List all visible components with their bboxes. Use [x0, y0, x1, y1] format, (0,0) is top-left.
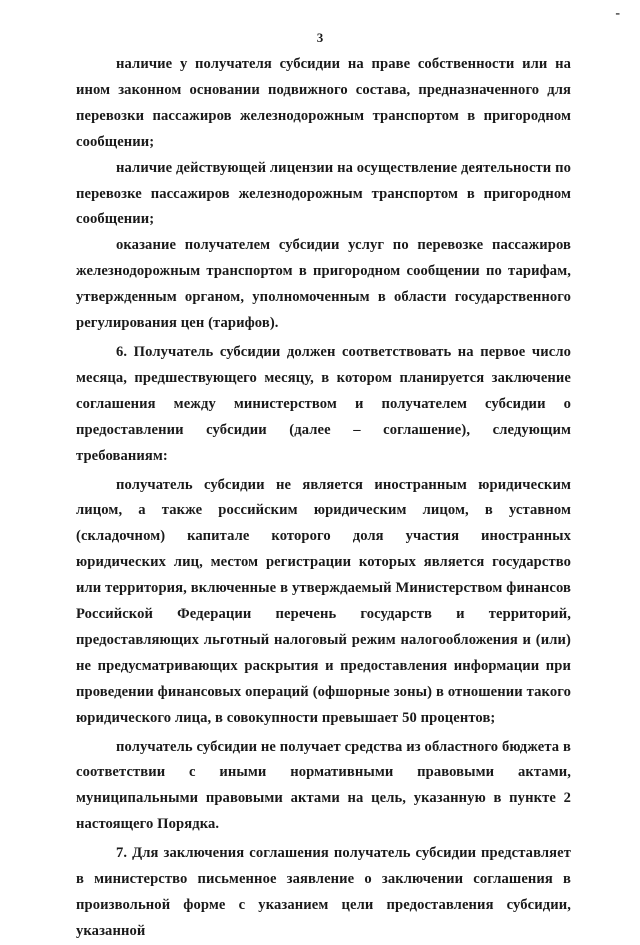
corner-mark: - [615, 6, 620, 21]
page-number: 3 [316, 30, 324, 45]
paragraph-item-7: 7. Для заключения соглашения получатель субсидии представляет в министерство письменное заявление о заключении соглашения в произвольной форме с указанием цели предоставления субсидии, указанной [76, 845, 571, 939]
paragraph-regional-budget: получатель субсидии не получает средства из областного бюджета в соответствии с иными нормативными правовыми актами, муниципальными правовыми актами на цель, указанную в пункте 2 настоящего Порядка. [76, 738, 571, 833]
paragraph-tariffs: оказание получателем субсидии услуг по перевозке пассажиров железнодорожным транспортом в пригородном сообщении по тарифам, утвержденным органом, уполномоченным в области государственного регулирования цен (тарифов). [76, 237, 571, 332]
paragraph-rolling-stock: наличие у получателя субсидии на праве собственности или на ином законном основании подвижного состава, предназначенного для перевозки пассажиров железнодорожным транспортом в пригородном сообщении; [76, 56, 571, 150]
paragraph-license: наличие действующей лицензии на осуществление деятельности по перевозке пассажиров железнодорожным транспортом в пригородном сообщении; [76, 159, 571, 228]
paragraph-item-6: 6. Получатель субсидии должен соответствовать на первое число месяца, предшествующего месяцу, в котором планируется заключение соглашения между министерством и получателем субсидии о предоставлении субсидии (далее – соглашение), следующим требованиям: [76, 343, 571, 464]
document-body [76, 52, 571, 945]
paragraph-foreign-entity: получатель субсидии не является иностранным юридическим лицом, а также российским юридическим лицом, в уставном (складочном) капитале которого доля участия иностранных юридических лиц, местом регистрации которых является государство или территория, включенные в утверждаемый Министерством финансов Российской Федерации перечень государств и территорий, предоставляющих льготный налоговый режим налогообложения и (или) не предусматривающих раскрытия и предоставления информации при проведении финансовых операций (офшорные зоны) в отношении такого юридического лица, в совокупности превышает 50 процентов; [76, 476, 571, 726]
